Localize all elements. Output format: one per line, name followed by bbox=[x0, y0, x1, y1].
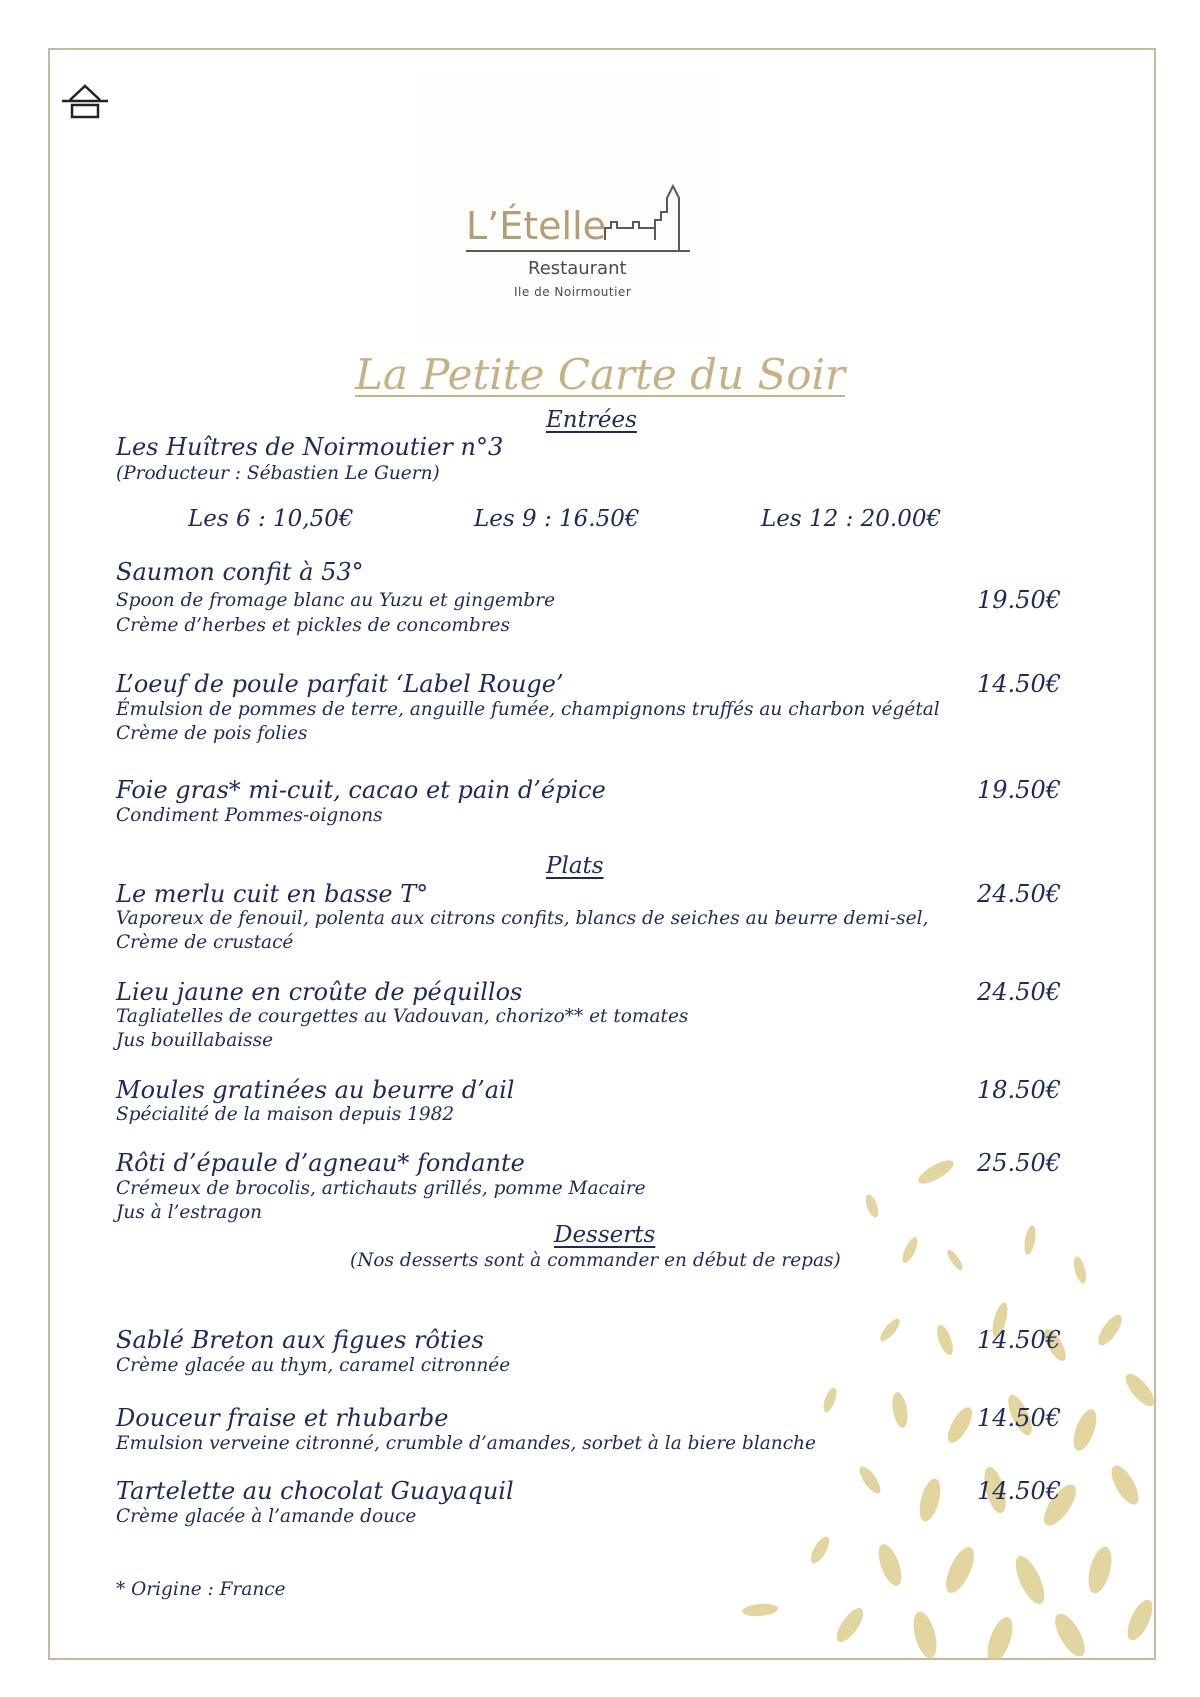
dish-price: 19.50€ bbox=[977, 586, 1061, 614]
dish-desc: Vaporeux de fenouil, polenta aux citrons confits, blancs de seiches au beurre demi-sel, bbox=[116, 908, 929, 929]
dish-desc: Crème glacée au thym, caramel citronnée bbox=[116, 1355, 511, 1376]
section-entrees: Entrées bbox=[546, 407, 637, 433]
dish-name: Sablé Breton aux figues rôties bbox=[116, 1326, 484, 1354]
oysters-price-9: Les 9 : 16.50€ bbox=[474, 506, 640, 532]
logo-restaurant: Restaurant bbox=[528, 258, 627, 279]
oysters-price-12: Les 12 : 20.00€ bbox=[761, 506, 942, 532]
dish-desc: Crème d’herbes et pickles de concombres bbox=[116, 615, 511, 636]
dish-price: 14.50€ bbox=[977, 670, 1061, 698]
dish-price: 25.50€ bbox=[977, 1149, 1061, 1177]
dish-price: 18.50€ bbox=[977, 1076, 1061, 1104]
dish-desc: Crémeux de brocolis, artichauts grillés, pomme Macaire bbox=[116, 1178, 646, 1199]
section-plats: Plats bbox=[546, 853, 604, 879]
gold-leaves-decoration bbox=[700, 1140, 1160, 1660]
oysters-producer: (Producteur : Sébastien Le Guern) bbox=[116, 463, 440, 484]
dish-desc: Spécialité de la maison depuis 1982 bbox=[116, 1104, 455, 1125]
dish-desc: Crème glacée à l’amande douce bbox=[116, 1506, 417, 1527]
dish-desc: Crème de pois folies bbox=[116, 723, 308, 744]
oysters-name: Les Huîtres de Noirmoutier n°3 bbox=[116, 433, 504, 461]
dish-desc: Jus bouillabaisse bbox=[116, 1030, 274, 1051]
castle-icon bbox=[603, 184, 695, 252]
dish-price: 14.50€ bbox=[977, 1477, 1061, 1505]
dish-price: 24.50€ bbox=[977, 978, 1061, 1006]
oysters-price-6: Les 6 : 10,50€ bbox=[188, 506, 354, 532]
dish-price: 14.50€ bbox=[977, 1326, 1061, 1354]
dish-desc: Jus à l’estragon bbox=[116, 1202, 263, 1223]
section-desserts: Desserts bbox=[554, 1222, 656, 1248]
desserts-note: (Nos desserts sont à commander en début de repas) bbox=[350, 1250, 841, 1271]
dish-price: 24.50€ bbox=[977, 880, 1061, 908]
dish-desc: Crème de crustacé bbox=[116, 932, 294, 953]
dish-desc: Tagliatelles de courgettes au Vadouvan, chorizo** et tomates bbox=[116, 1006, 689, 1027]
dish-price: 19.50€ bbox=[977, 776, 1061, 804]
logo-location: Ile de Noirmoutier bbox=[514, 285, 632, 299]
footnote: * Origine : France bbox=[116, 1579, 286, 1600]
dish-name: Tartelette au chocolat Guayaquil bbox=[116, 1477, 514, 1505]
dish-name: Douceur fraise et rhubarbe bbox=[116, 1404, 449, 1432]
logo-underline bbox=[466, 250, 690, 252]
house-icon bbox=[60, 80, 110, 120]
menu-title: La Petite Carte du Soir bbox=[354, 350, 846, 399]
dish-name: Foie gras* mi-cuit, cacao et pain d’épice bbox=[116, 776, 606, 804]
dish-name: Saumon confit à 53° bbox=[116, 558, 364, 586]
dish-name: Rôti d’épaule d’agneau* fondante bbox=[116, 1149, 525, 1177]
dish-price: 14.50€ bbox=[977, 1404, 1061, 1432]
dish-name: Moules gratinées au beurre d’ail bbox=[116, 1076, 515, 1104]
dish-desc: Émulsion de pommes de terre, anguille fumée, champignons truffés au charbon végétal bbox=[116, 699, 940, 720]
dish-name: Le merlu cuit en basse T° bbox=[116, 880, 429, 908]
dish-name: L’oeuf de poule parfait ‘Label Rouge’ bbox=[116, 670, 564, 698]
logo-name: L’Ételle bbox=[466, 204, 607, 248]
dish-desc: Condiment Pommes-oignons bbox=[116, 805, 383, 826]
dish-desc: Spoon de fromage blanc au Yuzu et gingembre bbox=[116, 590, 556, 611]
dish-desc: Emulsion verveine citronné, crumble d’amandes, sorbet à la biere blanche bbox=[116, 1433, 816, 1454]
dish-name: Lieu jaune en croûte de péquillos bbox=[116, 978, 523, 1006]
